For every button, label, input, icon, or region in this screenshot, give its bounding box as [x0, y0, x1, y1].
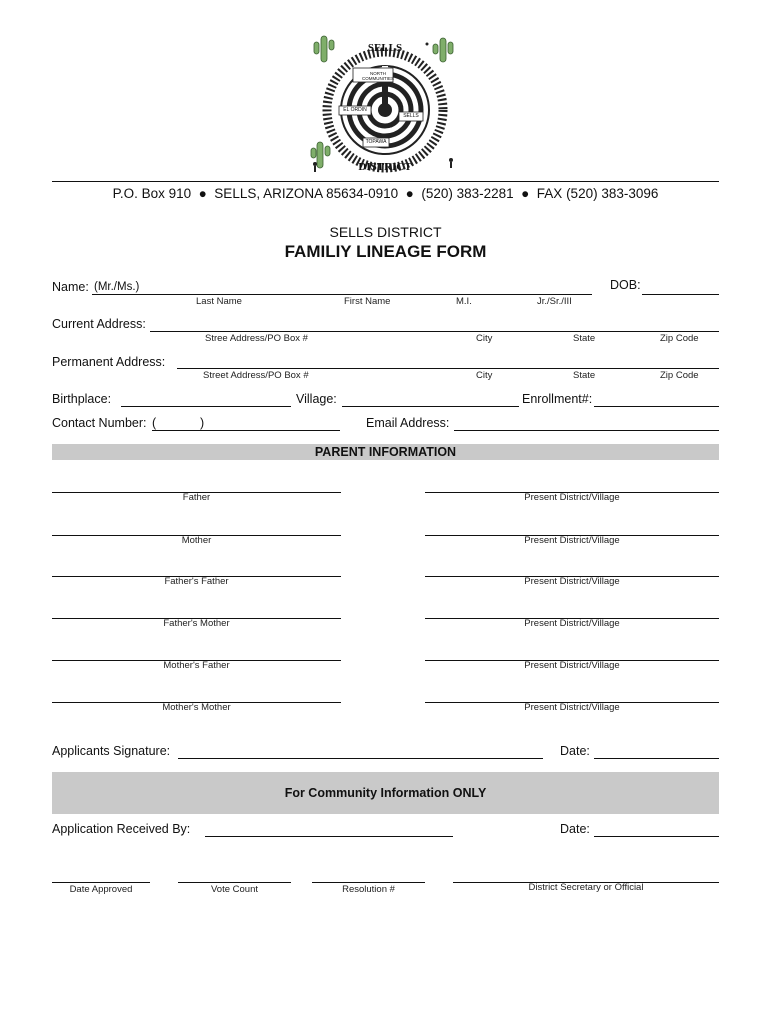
signature-date-field[interactable] [594, 758, 719, 759]
father-district-caption: Present District/Village [524, 492, 620, 503]
name-label: Name: [52, 280, 89, 294]
dob-label: DOB: [610, 278, 641, 292]
received-date-field[interactable] [594, 836, 719, 837]
logo-bottom-text: DISTRICT [358, 161, 412, 173]
received-by-field[interactable] [205, 836, 453, 837]
enrollment-label: Enrollment#: [522, 392, 593, 406]
fathers-father-district-caption: Present District/Village [524, 576, 620, 587]
mothers-father-district-caption: Present District/Village [524, 660, 620, 671]
email-label: Email Address: [366, 416, 450, 430]
resolution-caption: Resolution # [342, 884, 395, 895]
header-address: P.O. Box 910 ● SELLS, ARIZONA 85634-0910 ● (520) 383-2281 ● FAX (520) 383-3096 [112, 186, 659, 201]
current-address-zip: Zip Code [660, 333, 699, 344]
header-divider [52, 181, 719, 182]
permanent-address-field[interactable] [177, 368, 719, 369]
mothers-mother-district-caption: Present District/Village [524, 702, 620, 713]
permanent-address-zip: Zip Code [660, 370, 699, 381]
birthplace-label: Birthplace: [52, 392, 112, 406]
current-address-street: Stree Address/PO Box # [205, 333, 308, 344]
name-part-suffix: Jr./Sr./III [537, 296, 572, 307]
contact-paren-close: ) [200, 416, 205, 430]
signature-field[interactable] [178, 758, 543, 759]
logo-label-sells: SELLS [403, 113, 419, 119]
mother-caption: Mother [181, 535, 212, 546]
resolution-field[interactable] [312, 882, 425, 883]
community-info-title: For Community Information ONLY [284, 786, 487, 800]
mother-district-caption: Present District/Village [524, 535, 620, 546]
fathers-mother-caption: Father's Mother [163, 618, 230, 629]
birthplace-field[interactable] [121, 406, 291, 407]
mothers-mother-caption: Mother's Mother [162, 702, 231, 713]
village-field[interactable] [342, 406, 519, 407]
date-approved-caption: Date Approved [69, 884, 133, 895]
name-part-first: First Name [344, 296, 391, 307]
name-field[interactable] [92, 294, 592, 295]
page-title: FAMILIY LINEAGE FORM [284, 242, 487, 261]
contact-field[interactable] [152, 430, 340, 431]
mothers-father-caption: Mother's Father [163, 660, 230, 671]
received-date-label: Date: [560, 822, 590, 836]
logo-top-text: SELLS [367, 42, 403, 54]
name-part-last: Last Name [196, 296, 242, 307]
fathers-father-caption: Father's Father [164, 576, 229, 587]
date-approved-field[interactable] [52, 882, 150, 883]
name-part-mi: M.I. [456, 296, 472, 307]
secretary-caption: District Secretary or Official [528, 882, 644, 893]
vote-count-field[interactable] [178, 882, 291, 883]
enrollment-field[interactable] [594, 406, 719, 407]
fathers-mother-district-caption: Present District/Village [524, 618, 620, 629]
permanent-address-city: City [476, 370, 493, 381]
permanent-address-street: Street Address/PO Box # [203, 370, 309, 381]
dob-field[interactable] [642, 294, 719, 295]
permanent-address-state: State [573, 370, 596, 381]
parent-info-title: PARENT INFORMATION [314, 445, 457, 459]
father-caption: Father [182, 492, 211, 503]
signature-label: Applicants Signature: [52, 744, 171, 758]
name-prefix: (Mr./Ms.) [94, 281, 140, 293]
contact-paren-open: ( [152, 416, 157, 430]
email-field[interactable] [454, 430, 719, 431]
permanent-address-label: Permanent Address: [52, 355, 166, 369]
district-name: SELLS DISTRICT [329, 224, 442, 240]
logo-label-north: NORTH COMMUNITIES [362, 71, 394, 81]
village-label: Village: [296, 392, 337, 406]
district-logo [305, 30, 465, 178]
signature-date-label: Date: [560, 744, 590, 758]
current-address-state: State [573, 333, 596, 344]
current-address-city: City [476, 333, 493, 344]
logo-label-el-ordin: EL ORDIN [343, 107, 367, 113]
vote-count-caption: Vote Count [210, 884, 258, 895]
contact-label: Contact Number: [52, 416, 147, 430]
current-address-label: Current Address: [52, 317, 146, 331]
current-address-field[interactable] [150, 331, 719, 332]
logo-label-topawa: TOPAWA [365, 139, 387, 145]
received-by-label: Application Received By: [52, 822, 191, 836]
